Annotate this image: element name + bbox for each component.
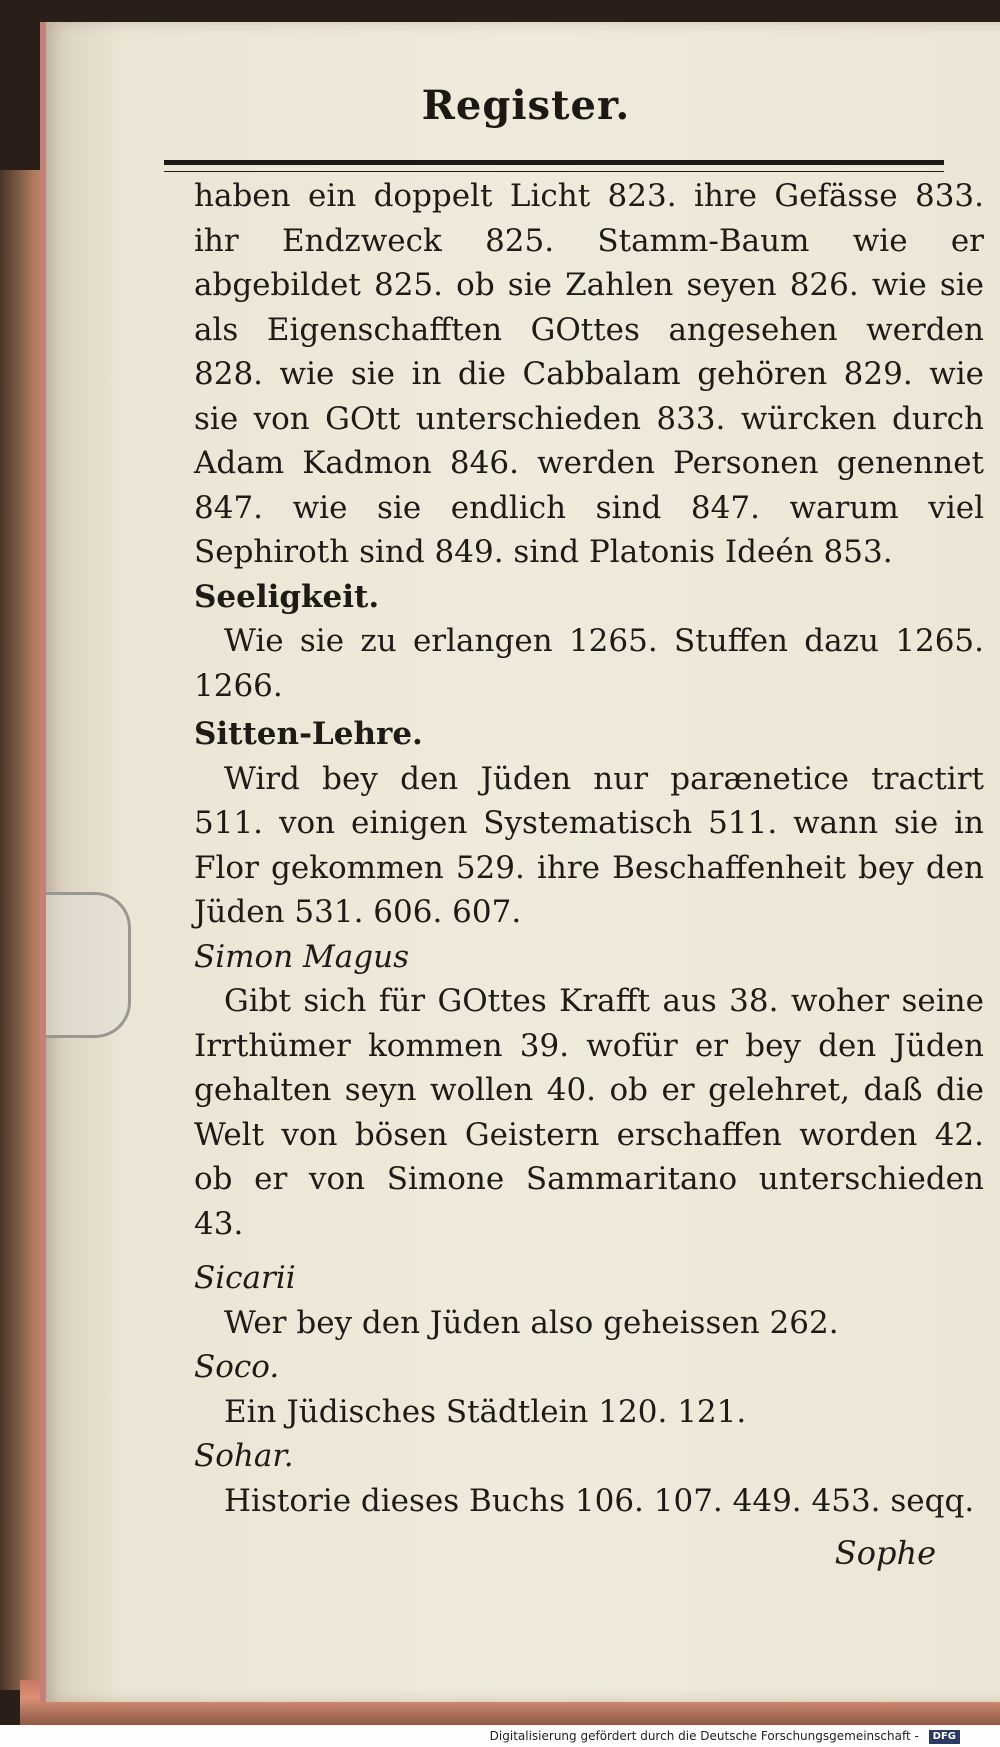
register-content: [194, 174, 984, 1523]
entry-heading-sicarii: Sicarii: [194, 1260, 296, 1296]
page-header: Register.: [421, 82, 631, 129]
entry-heading-simon-magus: Simon Magus: [194, 938, 409, 975]
entry-text-soco: Ein Jüdisches Städtlein 120. 121.: [224, 1393, 747, 1430]
dfg-logo-icon: DFG: [929, 1730, 960, 1744]
footer-text: Digitalisierung gefördert durch die Deutsche Forschungsgemeinschaft -: [489, 1729, 919, 1743]
header-rule-thick: [164, 160, 944, 165]
digitization-footer: [0, 1725, 1000, 1747]
entry-heading-sitten-lehre: Sitten-Lehre.: [194, 716, 423, 752]
entry-text-simon-magus: Gibt sich für GOttes Krafft aus 38. woher seine Irrthümer kommen 39. wofür er bey den Jüden gehalten seyn wollen 40. ob er gelehret, daß die Welt von bösen Geistern erschaffen worden 42. ob er von Simone Sammaritano unterschieden 43.: [194, 983, 984, 1242]
entry-heading-seeligkeit: Seeligkeit.: [194, 578, 380, 615]
entry-text-continued: haben ein doppelt Licht 823. ihre Gefässe 833. ihr Endzweck 825. Stamm-Baum wie er abgebildet 825. ob sie Zahlen seyen 826. wie sie als Eigenschafften GOttes angesehen werden 828. wie sie in die Cabbalam gehören 829. wie sie von GOtt unterschieden 833. würcken durch Adam Kadmon 846. werden Personen genennet 847. wie sie endlich sind 847. warum viel Sephiroth sind 849. sind Platonis Ideén 853.: [194, 178, 984, 570]
entry-text-sitten-lehre: Wird bey den Jüden nur parænetice tractirt 511. von einigen Systematisch 511. wann sie in Flor gekommen 529. ihre Beschaffenheit bey den Jüden 531. 606. 607.: [194, 760, 984, 930]
entry-heading-sohar: Sohar.: [194, 1438, 294, 1474]
header-rule-thin: [164, 171, 944, 172]
entry-text-sohar: Historie dieses Buchs 106. 107. 449. 453. seqq.: [224, 1482, 975, 1519]
catchword: Sophe: [834, 1534, 936, 1572]
page-clip: [46, 892, 131, 1038]
book-page: [40, 22, 1000, 1702]
entry-text-sicarii: Wer bey den Jüden also geheissen 262.: [224, 1304, 839, 1341]
entry-text-seeligkeit: Wie sie zu erlangen 1265. Stuffen dazu 1265. 1266.: [194, 623, 984, 704]
book-edge-left: [0, 170, 45, 1690]
entry-heading-soco: Soco.: [194, 1349, 280, 1385]
